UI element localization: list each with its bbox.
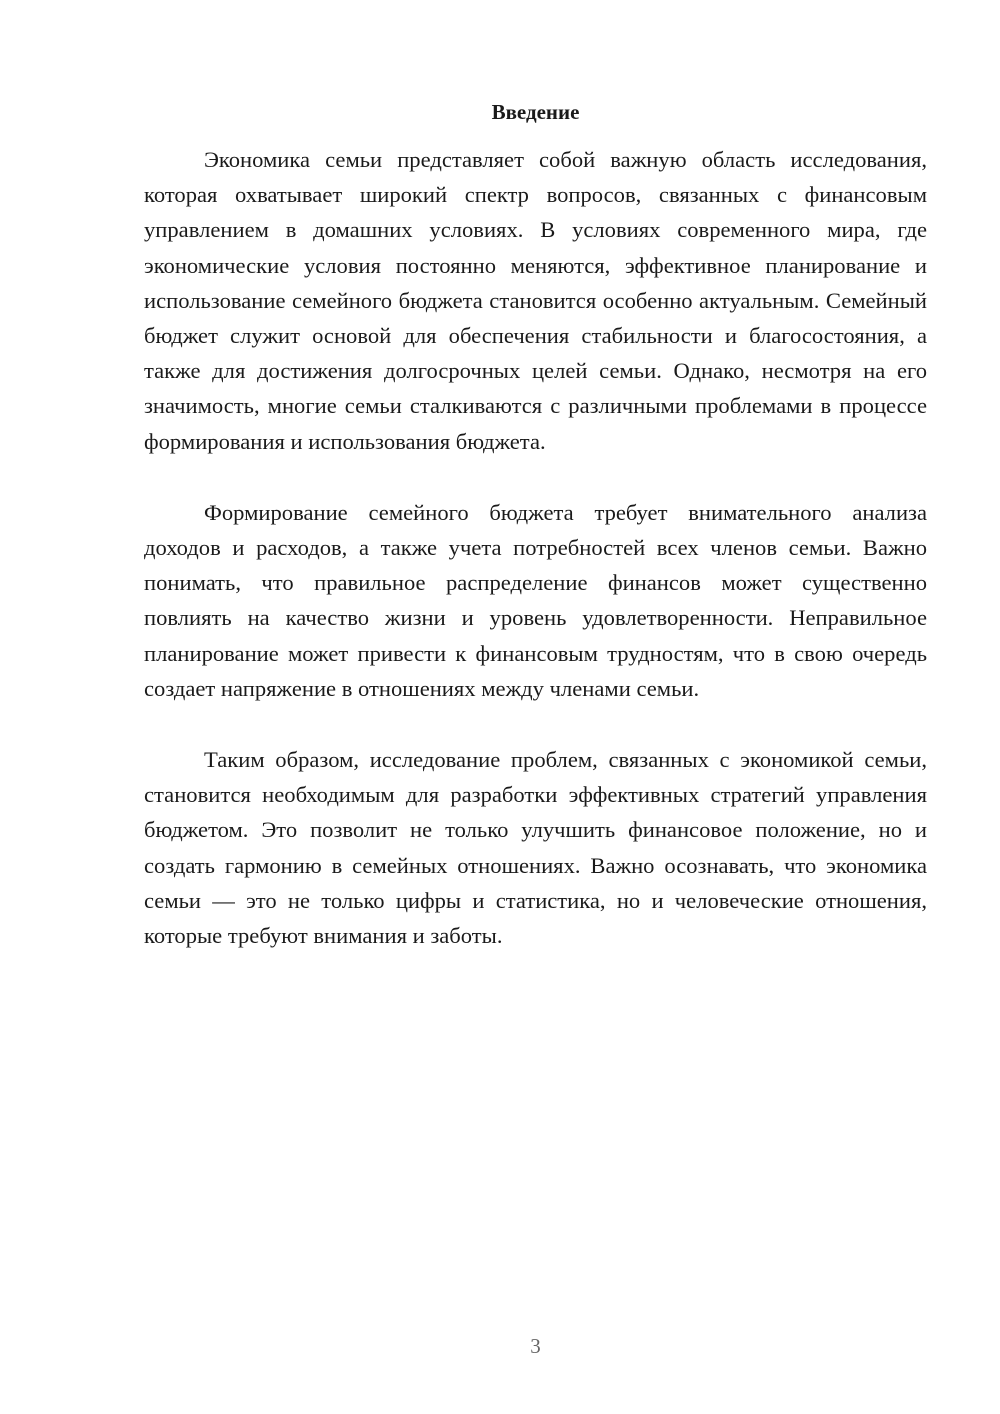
paragraph-3: Таким образом, исследование проблем, связанных с экономикой семьи, становится необходимым для разработки эффективных стратегий управления бюджетом. Это позволит не только улучшить финансовое положение, но и создать гармонию в семейных отношениях. Важно осознавать, что экономика семьи — это не только цифры и статистика, но и человеческие отношения, которые требуют внимания и заботы. bbox=[144, 747, 927, 949]
paragraph-2: Формирование семейного бюджета требует внимательного анализа доходов и расходов, а также учета потребностей всех членов семьи. Важно понимать, что правильное распределение финансов может существенно повлиять на качество жизни и уровень удовлетворенности. Неправильное планирование может привести к финансовым трудностям, что в свою очередь создает напряжение в отношениях между членами семьи. bbox=[144, 499, 927, 701]
body-text bbox=[144, 142, 927, 989]
paragraph-1: Экономика семьи представляет собой важную область исследования, которая охватывает широкий спектр вопросов, связанных с финансовым управлением в домашних условиях. В условиях современного мира, где экономические условия постоянно меняются, эффективное планирование и использование семейного бюджета становится особенно актуальным. Семейный бюджет служит основой для обеспечения стабильности и благосостояния, а также для достижения долгосрочных целей семьи. Однако, несмотря на его значимость, многие семьи сталкиваются с различными проблемами в процессе формирования и использования бюджета. bbox=[144, 147, 927, 454]
page-number: 3 bbox=[530, 1334, 541, 1358]
section-title: Введение bbox=[491, 100, 580, 124]
